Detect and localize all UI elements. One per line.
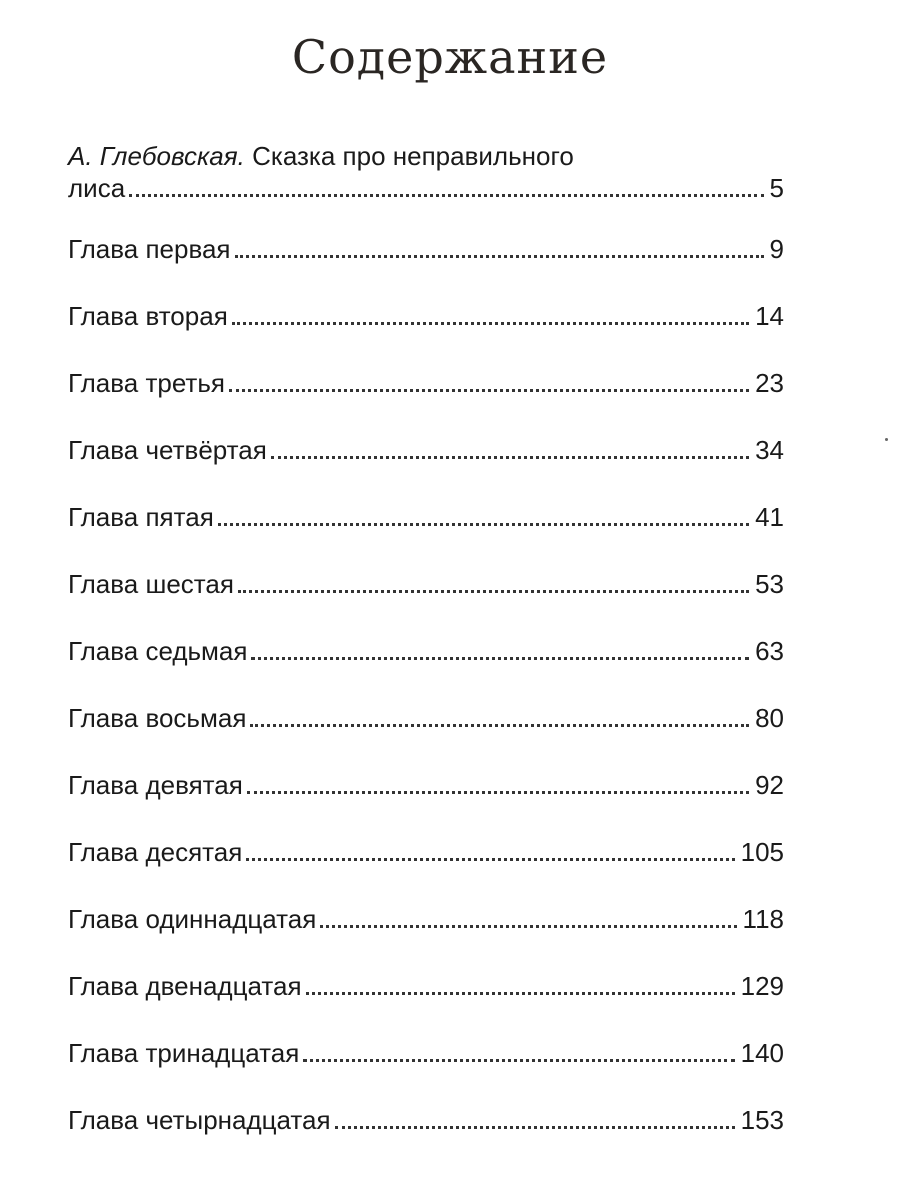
leader-dots [271, 456, 749, 459]
chapter-page: 34 [755, 435, 784, 465]
chapter-page: 9 [769, 234, 784, 264]
chapter-page: 63 [755, 636, 784, 666]
toc-entry[interactable] [68, 702, 784, 734]
intro-page: 5 [769, 173, 784, 203]
leader-dots [229, 389, 749, 392]
chapter-label: Глава шестая [68, 569, 234, 599]
scan-speck [885, 438, 888, 441]
toc-entry[interactable] [68, 501, 784, 533]
chapter-page: 92 [755, 770, 784, 800]
chapter-page: 53 [755, 569, 784, 599]
leader-dots [129, 194, 763, 197]
chapter-page: 118 [742, 904, 784, 934]
chapter-label: Глава двенадцатая [68, 971, 302, 1001]
leader-dots [335, 1126, 735, 1129]
leader-dots [250, 724, 749, 727]
chapter-page: 129 [740, 971, 784, 1001]
chapter-page: 14 [755, 301, 784, 331]
chapter-label: Глава вторая [68, 301, 228, 331]
leader-dots [246, 858, 734, 861]
chapter-label: Глава пятая [68, 502, 214, 532]
leader-dots [303, 1059, 734, 1062]
intro-title: Сказка про неправильного [252, 141, 574, 171]
chapter-label: Глава четвёртая [68, 435, 267, 465]
chapter-label: Глава девятая [68, 770, 243, 800]
intro-entry-line1 [68, 140, 784, 172]
toc-entry[interactable] [68, 300, 784, 332]
chapter-label: Глава четырнадцатая [68, 1105, 331, 1135]
chapter-page: 140 [740, 1038, 784, 1068]
leader-dots [251, 657, 749, 660]
toc-entry[interactable] [68, 1037, 784, 1069]
chapter-page: 41 [755, 502, 784, 532]
intro-entry[interactable] [68, 172, 784, 204]
chapter-page: 105 [740, 837, 784, 867]
leader-dots [235, 255, 764, 258]
leader-dots [238, 590, 749, 593]
leader-dots [232, 322, 749, 325]
toc-entry[interactable] [68, 367, 784, 399]
chapter-label: Глава тринадцатая [68, 1038, 300, 1068]
intro-author: А. Глебовская. [68, 141, 245, 171]
toc-entry[interactable] [68, 769, 784, 801]
chapter-label: Глава десятая [68, 837, 243, 867]
toc-entry[interactable] [68, 836, 784, 868]
leader-dots [306, 992, 735, 995]
chapter-page: 23 [755, 368, 784, 398]
chapter-label: Глава одиннадцатая [68, 904, 317, 934]
toc-entry[interactable] [68, 434, 784, 466]
chapter-label: Глава восьмая [68, 703, 247, 733]
toc-entry[interactable] [68, 233, 784, 265]
page-title: Содержание [291, 30, 609, 84]
chapter-label: Глава седьмая [68, 636, 248, 666]
leader-dots [320, 925, 736, 928]
toc-entry[interactable] [68, 635, 784, 667]
leader-dots [218, 523, 749, 526]
chapter-label: Глава первая [68, 234, 231, 264]
toc-entry[interactable] [68, 568, 784, 600]
toc-entry[interactable] [68, 903, 784, 935]
intro-title-cont: лиса [68, 173, 126, 203]
leader-dots [247, 791, 749, 794]
toc-entry[interactable] [68, 970, 784, 1002]
chapter-page: 80 [755, 703, 784, 733]
toc-entry[interactable] [68, 1104, 784, 1136]
chapter-label: Глава третья [68, 368, 225, 398]
chapter-page: 153 [740, 1105, 784, 1135]
